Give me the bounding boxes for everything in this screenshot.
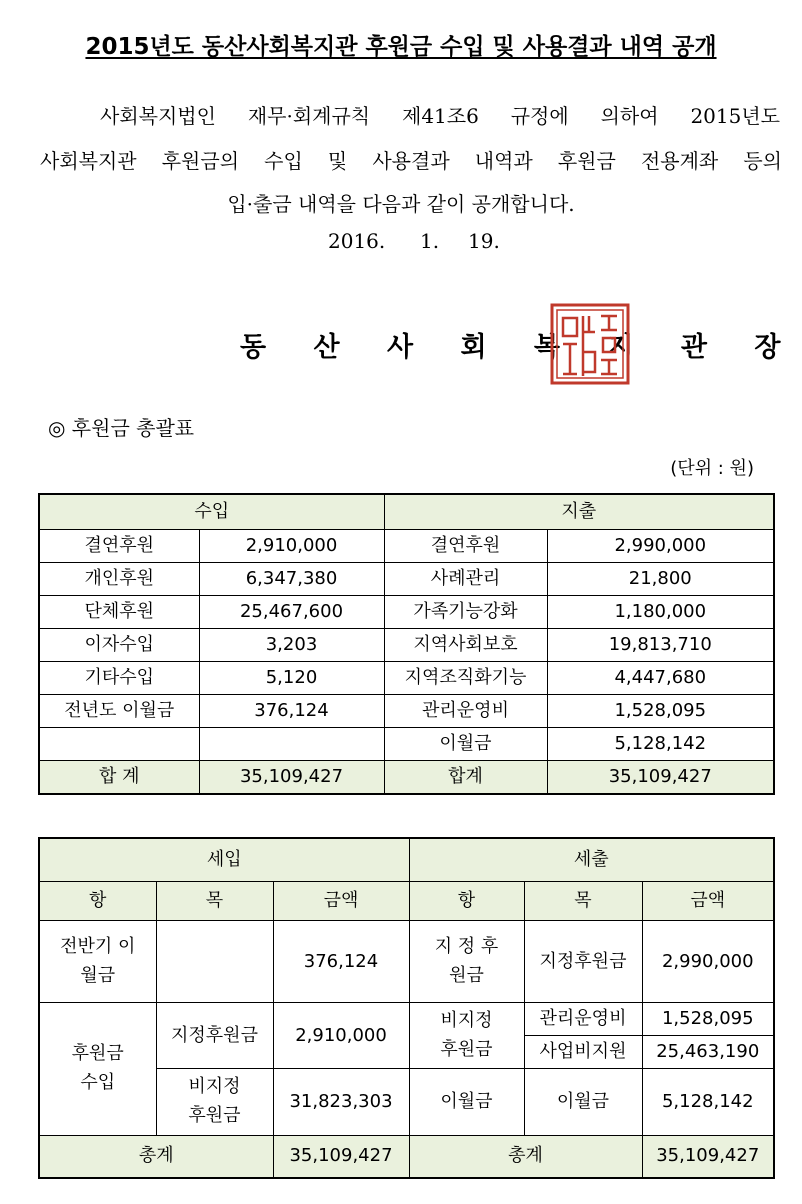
unit-label: (단위 : 원): [670, 458, 754, 479]
income-amount: [199, 728, 384, 761]
organization-signature: 동 산 사 회 복 지 관 장: [240, 332, 800, 363]
document-title: 2015년도 동산사회복지관 후원금 수입 및 사용결과 내역 공개: [85, 34, 717, 60]
expense-amount: 2,990,000: [547, 530, 774, 563]
income-amount: 6,347,380: [199, 563, 384, 596]
publication-date: [328, 229, 500, 253]
carryover-hang: 전반기 이월금: [39, 921, 156, 1003]
exp-designated-hang: 지 정 후원금: [409, 921, 524, 1003]
col-mok: 목: [156, 882, 273, 921]
expenditure-total: 35,109,427: [642, 1136, 774, 1178]
income-amount: 3,203: [199, 629, 384, 662]
exp-project-amount: 25,463,190: [642, 1036, 774, 1069]
designated-amount: 2,910,000: [273, 1003, 409, 1069]
expense-amount: 21,800: [547, 563, 774, 596]
expense-item: 지역조직화기능: [384, 662, 547, 695]
income-header: 수입: [39, 494, 384, 530]
col-amount: 금액: [642, 882, 774, 921]
expense-amount: 1,528,095: [547, 695, 774, 728]
table-row: [39, 530, 774, 563]
exp-designated-mok: 지정후원금: [524, 921, 642, 1003]
expense-item: 이월금: [384, 728, 547, 761]
expenditure-total-label: 총계: [409, 1136, 642, 1178]
section-title: ◎ 후원금 총괄표: [48, 416, 195, 440]
table-row: [39, 695, 774, 728]
income-item: [39, 728, 199, 761]
income-item: 단체후원: [39, 596, 199, 629]
expense-amount: 5,128,142: [547, 728, 774, 761]
exp-admin-mok: 관리운영비: [524, 1003, 642, 1036]
empty-cell: [156, 921, 273, 1003]
intro-line-1: 사회복지법인 재무·회계규칙 제41조6 규정에 의하여 2015년도: [100, 104, 780, 128]
table-row: [39, 596, 774, 629]
expense-item: 가족기능강화: [384, 596, 547, 629]
undesignated-amount: 31,823,303: [273, 1069, 409, 1136]
expense-amount: 19,813,710: [547, 629, 774, 662]
date-year: 2016.: [328, 229, 386, 253]
exp-designated-amount: 2,990,000: [642, 921, 774, 1003]
total-row: [39, 761, 774, 795]
table-row: [39, 728, 774, 761]
detail-table: [38, 837, 775, 1179]
income-item: 개인후원: [39, 563, 199, 596]
date-month: 1.: [420, 229, 440, 253]
table-row: [39, 563, 774, 596]
col-hang: 항: [409, 882, 524, 921]
col-amount: 금액: [273, 882, 409, 921]
income-amount: 376,124: [199, 695, 384, 728]
exp-carry-amount: 5,128,142: [642, 1069, 774, 1136]
income-total: 35,109,427: [199, 761, 384, 795]
expenditure-header: 세출: [409, 838, 774, 882]
income-item: 이자수입: [39, 629, 199, 662]
designated-mok: 지정후원금: [156, 1003, 273, 1069]
income-amount: 25,467,600: [199, 596, 384, 629]
exp-carry-mok: 이월금: [524, 1069, 642, 1136]
undesignated-mok: 비지정 후원금: [156, 1069, 273, 1136]
col-hang: 항: [39, 882, 156, 921]
income-item: 전년도 이월금: [39, 695, 199, 728]
official-seal: [549, 302, 631, 386]
expense-header: 지출: [384, 494, 774, 530]
expense-item: 사례관리: [384, 563, 547, 596]
donation-hang: 후원금 수입: [39, 1003, 156, 1136]
revenue-total-label: 총계: [39, 1136, 273, 1178]
exp-undesignated-hang: 비지정 후원금: [409, 1003, 524, 1069]
income-total-label: 합 계: [39, 761, 199, 795]
exp-project-mok: 사업비지원: [524, 1036, 642, 1069]
expense-item: 관리운영비: [384, 695, 547, 728]
expense-total: 35,109,427: [547, 761, 774, 795]
exp-admin-amount: 1,528,095: [642, 1003, 774, 1036]
intro-line-3: 입·출금 내역을 다음과 같이 공개합니다.: [227, 192, 575, 216]
revenue-header: 세입: [39, 838, 409, 882]
income-amount: 5,120: [199, 662, 384, 695]
expense-amount: 1,180,000: [547, 596, 774, 629]
col-mok: 목: [524, 882, 642, 921]
exp-carry-hang: 이월금: [409, 1069, 524, 1136]
table-row: [39, 662, 774, 695]
summary-table: [38, 493, 775, 795]
income-amount: 2,910,000: [199, 530, 384, 563]
expense-item: 결연후원: [384, 530, 547, 563]
expense-total-label: 합계: [384, 761, 547, 795]
income-item: 기타수입: [39, 662, 199, 695]
revenue-total: 35,109,427: [273, 1136, 409, 1178]
intro-line-2: 사회복지관 후원금의 수입 및 사용결과 내역과 후원금 전용계좌 등의: [40, 149, 782, 173]
carryover-amount: 376,124: [273, 921, 409, 1003]
expense-amount: 4,447,680: [547, 662, 774, 695]
table-row: [39, 629, 774, 662]
date-day: 19.: [468, 229, 500, 253]
expense-item: 지역사회보호: [384, 629, 547, 662]
income-item: 결연후원: [39, 530, 199, 563]
